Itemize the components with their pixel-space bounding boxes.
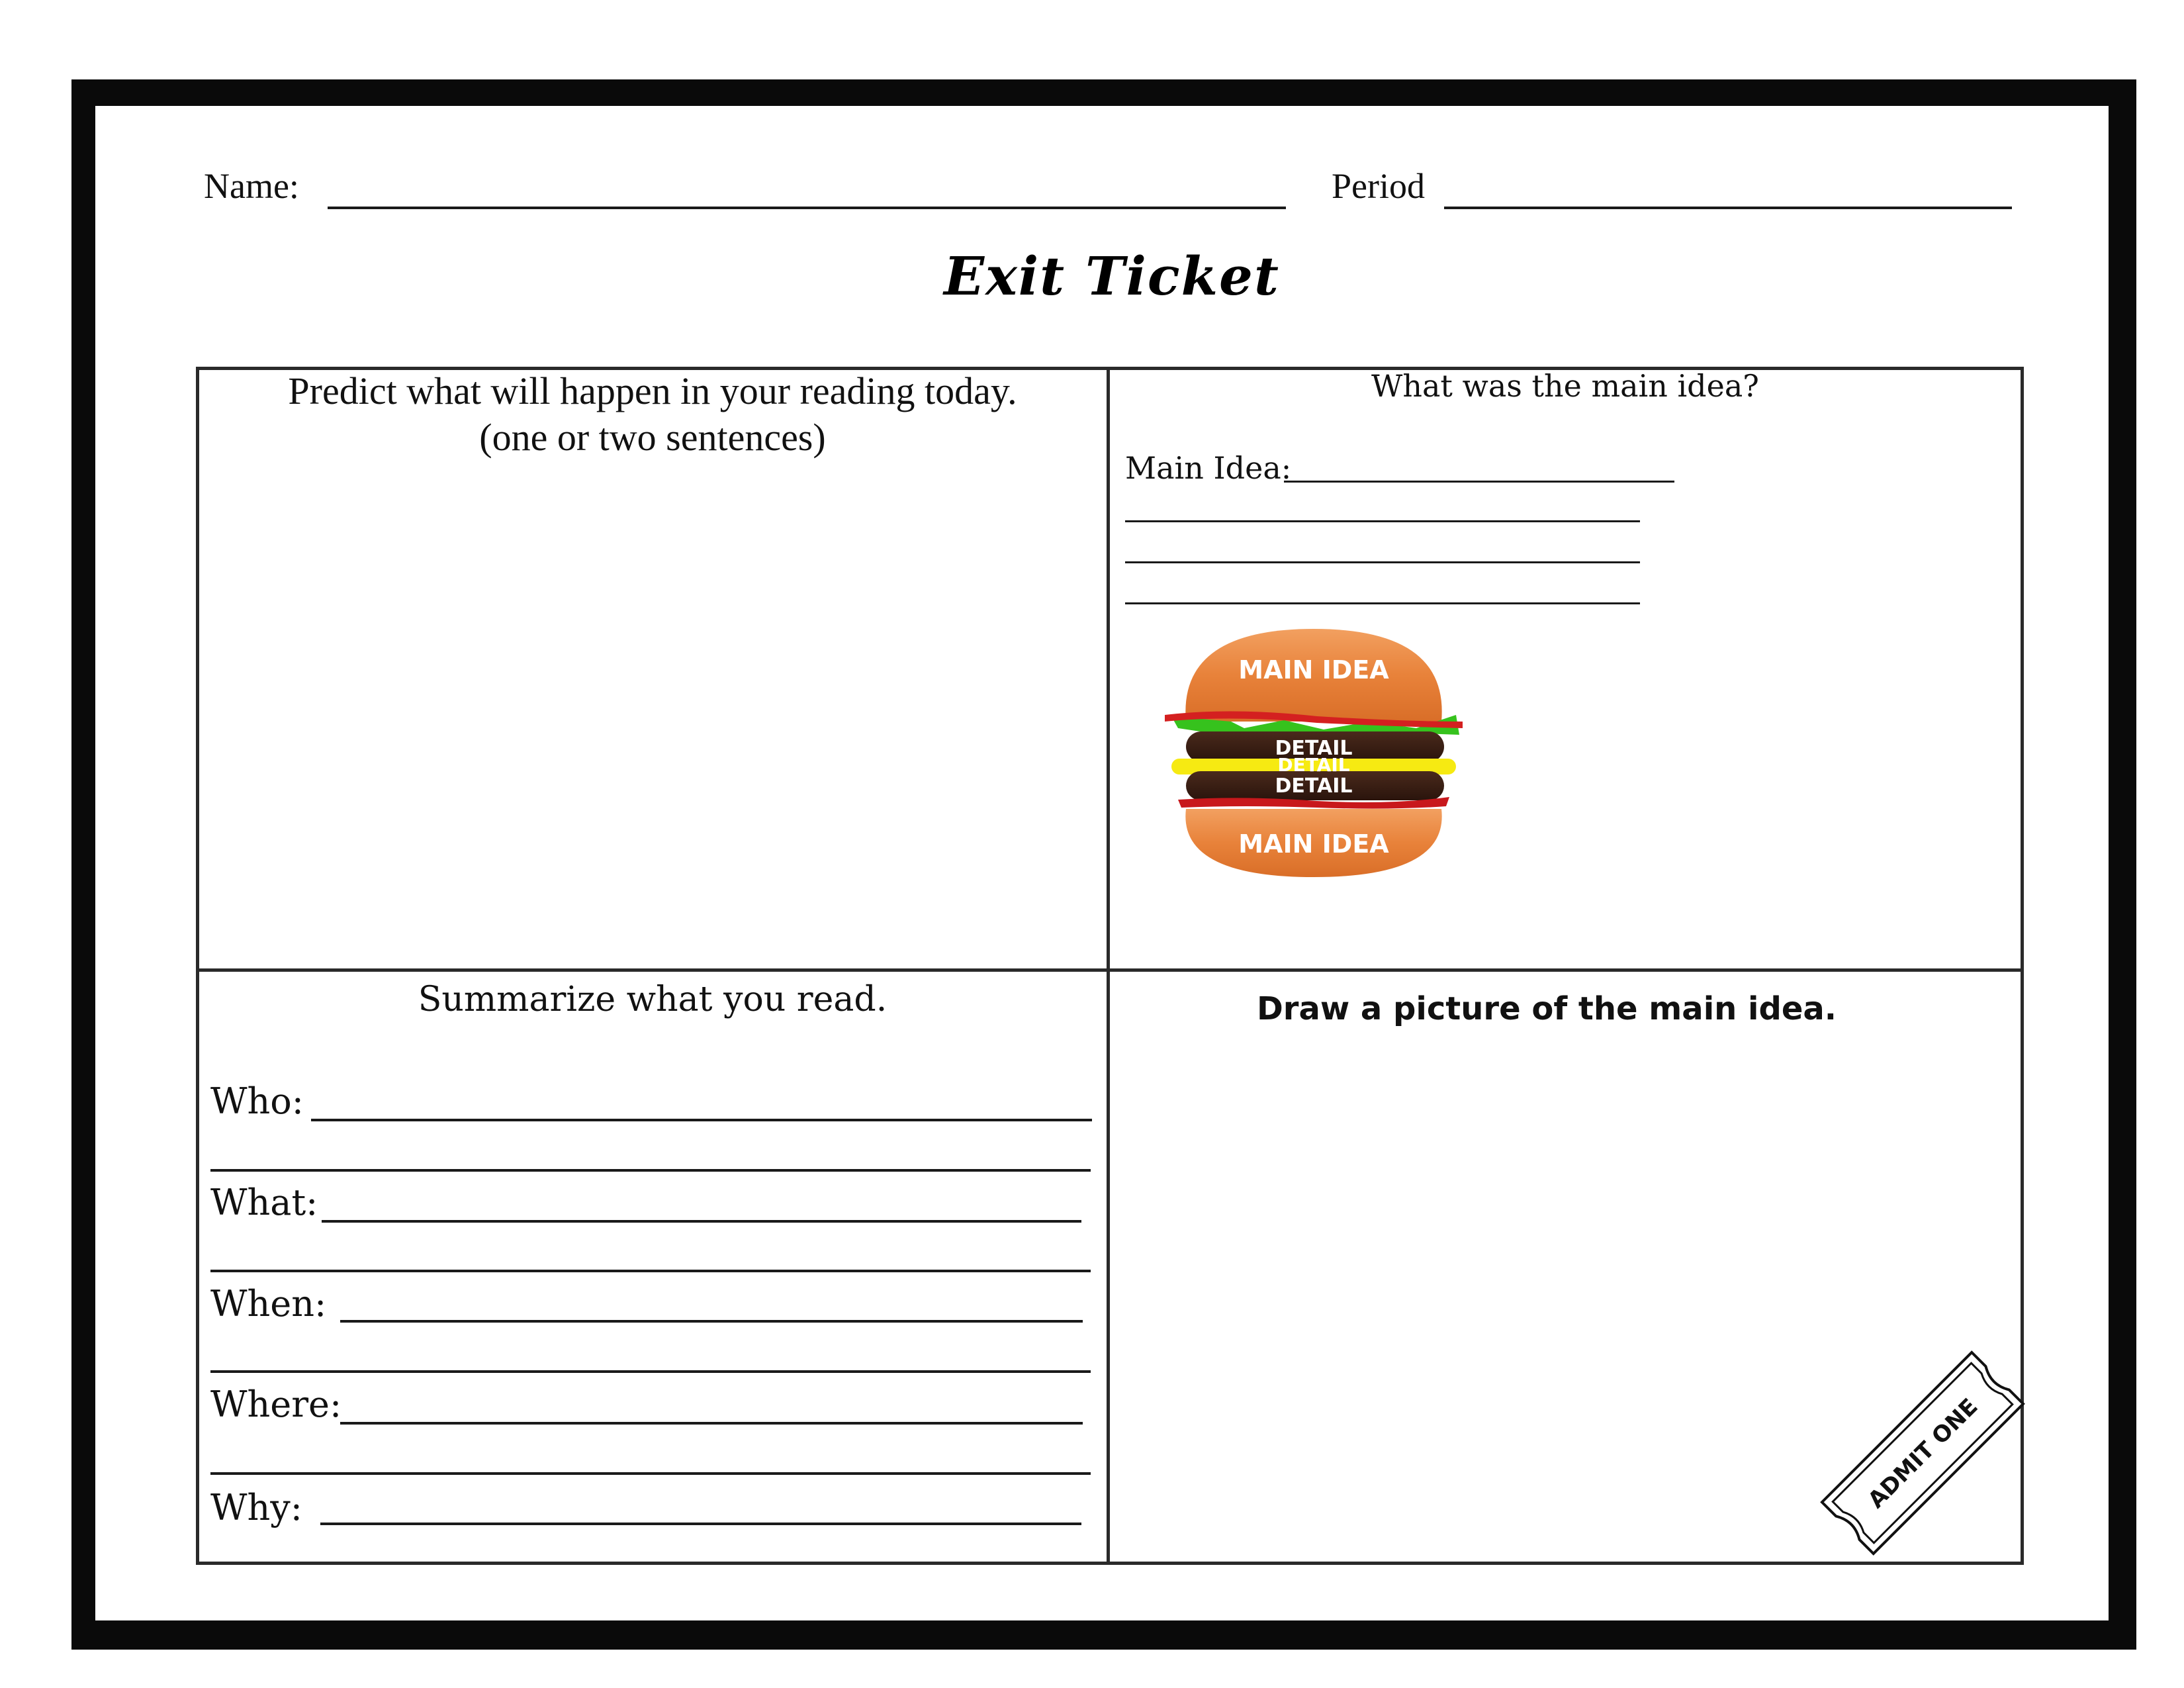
grid-horizontal-divider [196,968,2024,972]
burger-detail-1: DETAIL [1275,737,1353,760]
main-idea-line[interactable] [1284,481,1674,483]
name-label: Name: [204,166,299,206]
what-label: What: [210,1182,318,1223]
where-label: Where: [210,1383,342,1425]
burger-diagram [1152,622,1476,887]
main-idea-line-3[interactable] [1125,561,1640,563]
why-line[interactable] [320,1523,1081,1525]
period-label: Period [1332,166,1425,206]
burger-detail-2: DETAIL [1277,754,1350,776]
burger-top-label: MAIN IDEA [1238,655,1389,684]
when-line-2[interactable] [210,1370,1091,1373]
burger-bottom-label: MAIN IDEA [1238,829,1389,859]
main-idea-label: Main Idea: [1125,450,1292,486]
main-idea-line-4[interactable] [1125,602,1640,604]
predict-answer-area[interactable] [199,477,1104,966]
predict-line-1: Predict what will happen in your reading today. [288,369,1017,412]
what-line-2[interactable] [210,1270,1091,1272]
who-label: Who: [210,1080,304,1122]
where-line-2[interactable] [210,1472,1091,1475]
why-label: Why: [210,1487,302,1528]
ticket-label: ADMIT ONE [1862,1393,1983,1514]
what-line[interactable] [322,1220,1081,1223]
summarize-heading: Summarize what you read. [418,980,887,1019]
where-line[interactable] [340,1422,1083,1425]
period-field[interactable] [1444,207,2012,209]
main-idea-question: What was the main idea? [1371,368,1759,404]
who-line-2[interactable] [210,1169,1091,1172]
burger-detail-3: DETAIL [1275,774,1353,798]
draw-heading: Draw a picture of the main idea. [1256,990,1837,1027]
grid-vertical-divider [1107,367,1110,1565]
page-title: Exit Ticket [944,245,1280,307]
admit-one-ticket [1813,1344,2032,1562]
when-line[interactable] [340,1320,1083,1323]
name-field[interactable] [328,207,1286,209]
who-line[interactable] [311,1119,1092,1121]
when-label: When: [210,1283,327,1325]
predict-prompt [199,368,1107,461]
predict-line-2: (one or two sentences) [479,416,826,459]
main-idea-line-2[interactable] [1125,520,1640,522]
